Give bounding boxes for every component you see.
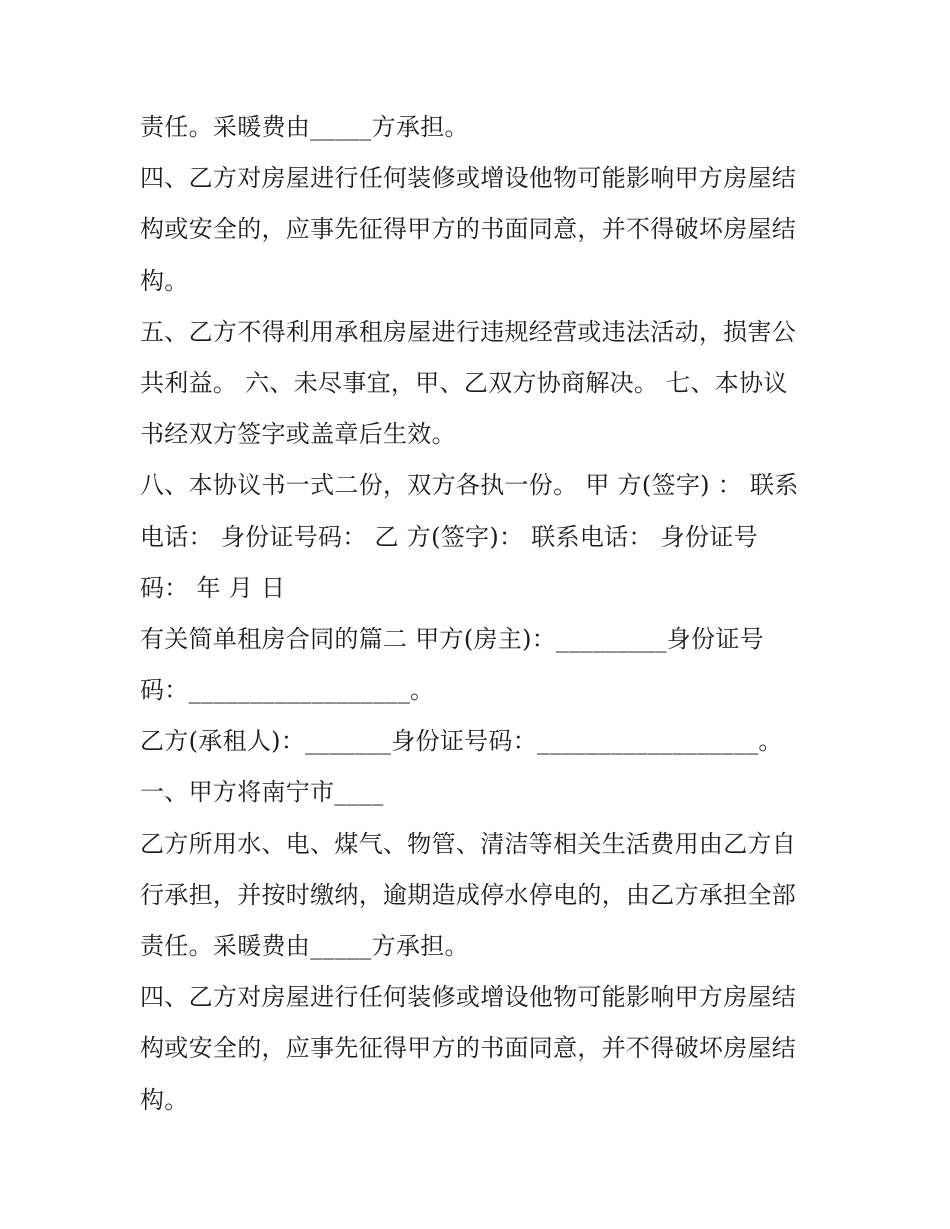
text-line: 书经双方签字或盖章后生效。 [140,420,456,449]
text-line: 构。 [140,1085,189,1114]
text-line: 五、乙方不得利用承租房屋进行违规经营或违法活动，损害公 [140,317,797,346]
text-line: 构。 [140,266,189,295]
text-line: 四、乙方对房屋进行任何装修或增设他物可能影响甲方房屋结 [140,983,797,1012]
text-line: 有关简单租房合同的篇二 甲方(房主)：_________身份证号 [140,624,764,653]
text-line: 八、本协议书一式二份，双方各执一份。 甲 方(签字) ： 联系 [140,471,799,500]
text-line: 四、乙方对房屋进行任何装修或增设他物可能影响甲方房屋结 [140,164,797,193]
text-line: 电话： 身份证号码： 乙 方(签字)： 联系电话： 身份证号 [140,522,758,551]
text-line: 行承担，并按时缴纳，逾期造成停水停电的，由乙方承担全部 [140,880,797,909]
text-line: 一、甲方将南宁市____ [140,778,384,807]
text-line: 构或安全的，应事先征得甲方的书面同意，并不得破坏房屋结 [140,215,797,244]
text-line: 码： 年 月 日 [140,573,286,602]
text-line: 共利益。 六、未尽事宜，甲、乙双方协商解决。 七、本协议 [140,368,788,397]
document-body [140,102,820,1126]
text-line: 责任。采暖费由_____方承担。 [140,932,469,960]
text-line: 码：__________________。 [140,676,435,705]
text-line: 构或安全的，应事先征得甲方的书面同意，并不得破坏房屋结 [140,1034,797,1063]
text-line: 乙方(承租人)：_______身份证号码：__________________。 [140,727,783,756]
text-line: 乙方所用水、电、煤气、物管、清洁等相关生活费用由乙方自 [140,829,797,858]
text-line: 责任。采暖费由_____方承担。 [140,113,469,141]
